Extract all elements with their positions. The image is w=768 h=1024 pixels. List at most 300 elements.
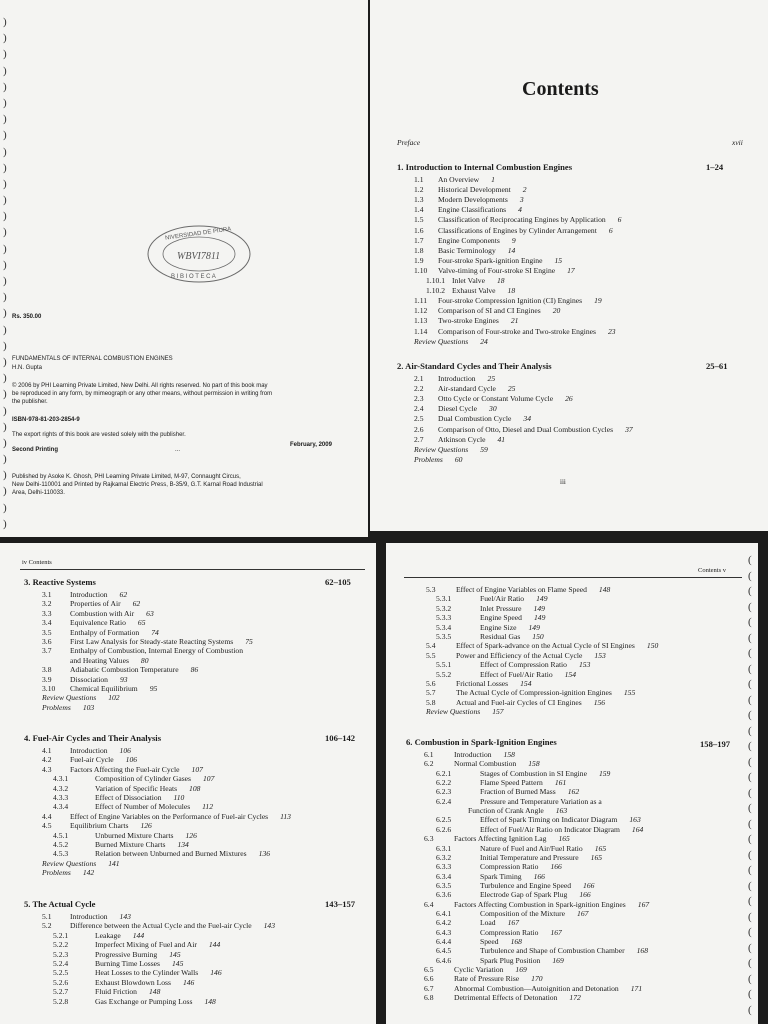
entry-number: 5.2.6 xyxy=(53,977,69,987)
entry-title: Review Questions xyxy=(414,336,469,346)
entry-title: Problems xyxy=(414,454,443,464)
entry-page: 158 xyxy=(528,759,540,769)
toc-entry xyxy=(414,327,616,336)
entry-number: 1.12 xyxy=(414,306,428,316)
toc-entry xyxy=(414,374,495,383)
toc-entry xyxy=(53,978,194,987)
entry-page: 37 xyxy=(625,424,633,434)
entry-number: 5.3.4 xyxy=(436,622,452,632)
entry-title: First Law Analysis for Steady-state Reacting Systems xyxy=(70,637,234,646)
toc-entry xyxy=(426,707,504,716)
entry-title: Fuel/Air Ratio xyxy=(480,594,525,604)
entry-number: 6.3.6 xyxy=(436,890,452,900)
toc-entry xyxy=(436,660,590,669)
entry-number: 6.4.5 xyxy=(436,946,452,956)
entry-title: Review Questions xyxy=(42,858,97,868)
entry-number: 4.1 xyxy=(42,746,52,755)
toc-entry xyxy=(42,912,131,921)
entry-number: 1.9 xyxy=(414,255,424,265)
entry-page: 103 xyxy=(82,702,95,712)
entry-title: Flame Speed Pattern xyxy=(480,778,543,788)
entry-title: Power and Efficiency of the Actual Cycle xyxy=(456,650,583,660)
toc-entry xyxy=(436,613,545,622)
toc-entry xyxy=(414,296,602,305)
entry-page: 112 xyxy=(202,802,213,812)
entry-number: 5.5 xyxy=(426,650,436,660)
entry-title: Composition of Cylinder Gases xyxy=(95,774,191,784)
entry-page: 166 xyxy=(533,871,545,881)
toc-entry xyxy=(53,997,216,1006)
entry-page: 93 xyxy=(119,674,128,684)
entry-page: 156 xyxy=(593,697,606,707)
entry-number: 1.10.1 xyxy=(426,276,445,285)
entry-title: Cyclic Variation xyxy=(454,965,504,975)
entry-title: Problems xyxy=(42,702,71,712)
entry-page: 2 xyxy=(522,185,527,195)
entry-title: Diesel Cycle xyxy=(438,404,478,414)
entry-number: 2.7 xyxy=(414,434,424,444)
entry-number: 1.11 xyxy=(414,296,428,306)
entry-number: 5.2.7 xyxy=(53,987,69,997)
entry-number: 6.2.5 xyxy=(436,815,452,825)
entry-number: 3.3 xyxy=(42,608,52,618)
toc-entry xyxy=(436,787,579,796)
entry-page: 75 xyxy=(245,637,253,646)
entry-page: 17 xyxy=(567,265,575,275)
entry-number: 3.7 xyxy=(42,646,52,656)
entry-number: 4.5.1 xyxy=(53,830,69,840)
toc-entry xyxy=(53,931,144,940)
entry-number: 3.6 xyxy=(42,637,52,646)
entry-page: 65 xyxy=(137,618,146,628)
entry-page: 19 xyxy=(594,296,602,306)
entry-page: 4 xyxy=(518,205,522,215)
toc-entry xyxy=(424,834,570,843)
entry-page: 153 xyxy=(578,660,591,670)
entry-title: Engine Classifications xyxy=(438,205,507,215)
entry-title: Air-standard Cycle xyxy=(438,384,496,394)
entry-page: 134 xyxy=(177,840,189,849)
entry-title: Four-stroke Compression Ignition (CI) Engines xyxy=(438,296,583,306)
entry-title: Progressive Burning xyxy=(95,949,158,959)
toc-entry xyxy=(42,599,140,608)
entry-number: 3.1 xyxy=(42,590,52,599)
entry-title: Spark Plug Position xyxy=(480,955,541,965)
entry-page: 155 xyxy=(623,688,636,698)
header-rule xyxy=(404,577,742,578)
toc-entry xyxy=(414,384,515,393)
entry-number: 1.4 xyxy=(414,205,424,215)
entry-page: 110 xyxy=(173,793,185,802)
entry-title: Enthalpy of Formation xyxy=(70,627,140,637)
entry-number: 1.8 xyxy=(414,245,424,255)
chapter-range: 106–142 xyxy=(325,733,356,743)
entry-title: Problems xyxy=(42,868,71,878)
stamp-text-top: NIVERSIDAD DE PIURA xyxy=(164,226,232,242)
preface-page: xvii xyxy=(732,138,743,147)
toc-entry xyxy=(426,688,635,697)
toc-entry xyxy=(42,765,203,774)
entry-number: 6.2.2 xyxy=(436,778,452,788)
entry-number: 1.7 xyxy=(414,235,424,245)
entry-page: 148 xyxy=(598,585,611,594)
entry-title: Engine Size xyxy=(480,622,517,632)
entry-page: 18 xyxy=(496,276,505,285)
toc-entry xyxy=(53,950,181,959)
toc-entry xyxy=(426,286,515,295)
toc-entry xyxy=(414,185,527,194)
toc-entry xyxy=(42,859,120,868)
toc-entry xyxy=(424,974,543,983)
entry-page: 30 xyxy=(489,404,497,414)
entry-number: 1.2 xyxy=(414,185,424,195)
entry-page: 150 xyxy=(532,632,544,641)
copyright-line-3: the publisher. xyxy=(12,399,48,405)
entry-page: 15 xyxy=(554,255,563,265)
entry-title: Equivalence Ratio xyxy=(70,618,126,628)
toc-entry xyxy=(53,959,183,968)
entry-page: 149 xyxy=(533,603,545,613)
entry-number: 5.2.2 xyxy=(53,940,69,950)
entry-page: 154 xyxy=(564,669,577,679)
entry-number: 6.2.6 xyxy=(436,824,452,834)
entry-title: Imperfect Mixing of Fuel and Air xyxy=(95,940,197,950)
entry-title: Valve-timing of Four-stroke SI Engine xyxy=(438,265,556,275)
chapter-range: 143–157 xyxy=(325,899,356,909)
toc-entry xyxy=(42,675,128,684)
entry-number: 5.3.2 xyxy=(436,603,452,613)
entry-number: 5.3.3 xyxy=(436,613,452,623)
entry-page: 20 xyxy=(552,306,561,316)
entry-page: 95 xyxy=(149,684,158,693)
entry-title: Exhaust Valve xyxy=(452,286,496,296)
entry-title: Equilibrium Charts xyxy=(70,821,129,831)
toc-entry xyxy=(42,637,253,646)
entry-title: Enthalpy of Combustion, Internal Energy of Combustion xyxy=(70,646,244,656)
entry-page: 18 xyxy=(507,286,516,296)
entry-page: 6 xyxy=(617,215,622,225)
entry-number: 6.3.4 xyxy=(436,871,452,881)
entry-page: 74 xyxy=(151,627,159,637)
entry-number: 2.6 xyxy=(414,424,424,434)
entry-title: Classifications of Engines by Cylinder Arrangement xyxy=(438,225,597,235)
entry-number: 4.3.4 xyxy=(53,802,69,812)
entry-number: 3.4 xyxy=(42,618,52,628)
entry-number: 5.2.5 xyxy=(53,968,69,978)
entry-page: 14 xyxy=(507,245,516,255)
running-header: iv Contents xyxy=(22,559,52,566)
printing-sep: ... xyxy=(175,447,181,453)
entry-title: Factors Affecting Combustion in Spark-ignition Engines xyxy=(454,899,626,909)
entry-title: Abnormal Combustion—Autoignition and Detonation xyxy=(454,983,619,993)
entry-title: Variation of Specific Heats xyxy=(95,783,178,793)
toc-entry xyxy=(414,445,488,454)
toc-entry xyxy=(42,684,157,693)
entry-page: 144 xyxy=(132,930,145,940)
entry-page: 149 xyxy=(533,613,546,623)
preface-label: Preface xyxy=(397,138,421,147)
entry-number: 2.4 xyxy=(414,404,424,414)
library-stamp xyxy=(145,223,253,285)
entry-title: Exhaust Blowdown Loss xyxy=(95,977,171,987)
entry-number: 4.5 xyxy=(42,821,52,831)
toc-entry xyxy=(42,755,137,764)
toc-entry xyxy=(42,821,152,830)
toc-entry xyxy=(414,215,621,224)
publisher-line-1: Published by Asoke K. Ghosh, PHI Learning Private Limited, M-97, Connaught Circus, xyxy=(12,474,241,480)
entry-title: Turbulence and Shape of Combustion Chamber xyxy=(480,946,625,956)
entry-title: Burning Time Losses xyxy=(95,959,160,968)
entry-number: 4.3.3 xyxy=(53,793,69,802)
entry-title: Effect of Spark Timing on Indicator Diagram xyxy=(480,815,618,825)
author: H.N. Gupta xyxy=(12,365,43,371)
entry-title: Properties of Air xyxy=(70,599,121,609)
entry-number: 5.4 xyxy=(426,641,436,651)
entry-title: Normal Combustion xyxy=(454,759,517,769)
entry-page: 107 xyxy=(191,764,203,774)
entry-number: 6.4.4 xyxy=(436,937,452,946)
entry-title: Basic Terminology xyxy=(438,245,496,255)
stamp-text-bot: B I B I O T E C A xyxy=(171,274,216,280)
entry-number: 1.13 xyxy=(414,316,428,326)
entry-title: Fuel-air Cycle xyxy=(70,755,114,765)
entry-title: Dissociation xyxy=(70,674,108,684)
entry-page: 169 xyxy=(552,955,564,965)
toc-entry xyxy=(436,670,576,679)
entry-number: 6.1 xyxy=(424,750,434,759)
entry-number: 1.10 xyxy=(414,265,428,275)
toc-entry xyxy=(436,890,591,899)
toc-entry xyxy=(53,802,213,811)
entry-number: 3.8 xyxy=(42,665,52,675)
entry-page: 171 xyxy=(630,983,643,993)
toc-entry xyxy=(436,853,602,862)
entry-title: Four-stroke Spark-ignition Engine xyxy=(438,255,543,265)
toc-entry xyxy=(42,746,131,755)
entry-page: 166 xyxy=(550,862,562,872)
entry-page: 163 xyxy=(555,806,568,816)
entry-number: 6.2.3 xyxy=(436,787,452,797)
entry-page: 161 xyxy=(554,778,567,788)
entry-page: 163 xyxy=(629,815,641,825)
entry-title: Effect of Dissociation xyxy=(95,793,162,802)
entry-page: 144 xyxy=(208,940,221,950)
entry-number: 4.3.1 xyxy=(53,774,69,784)
entry-page: 62 xyxy=(119,590,128,599)
copyright-page xyxy=(0,0,368,537)
entry-page: 141 xyxy=(108,858,120,868)
toc-entry xyxy=(42,812,291,821)
entry-number: 5.5.1 xyxy=(436,660,452,670)
header-rule xyxy=(20,569,365,570)
entry-page: 172 xyxy=(569,993,581,1003)
entry-title: Introduction xyxy=(70,590,108,599)
toc-entry xyxy=(426,651,606,660)
entry-page: 158 xyxy=(503,750,515,759)
toc-entry xyxy=(53,968,222,977)
entry-number: 4.4 xyxy=(42,811,52,821)
entry-number: 3.2 xyxy=(42,599,52,609)
entry-title: Inlet Valve xyxy=(452,276,485,285)
toc-entry xyxy=(414,425,633,434)
entry-number: 6.7 xyxy=(424,983,434,993)
entry-number: 6.3.1 xyxy=(436,843,452,853)
entry-page: 143 xyxy=(263,921,276,931)
entry-page: 167 xyxy=(637,899,650,909)
contents-page-v xyxy=(386,543,758,1024)
entry-title: Load xyxy=(480,918,496,928)
entry-number: 1.5 xyxy=(414,215,424,225)
entry-title: Unburned Mixture Charts xyxy=(95,830,174,840)
entry-title: Frictional Losses xyxy=(456,679,509,688)
entry-page: 23 xyxy=(608,326,616,336)
entry-number: 5.2 xyxy=(42,921,52,931)
entry-page: 153 xyxy=(594,650,606,660)
entry-page: 145 xyxy=(169,949,181,959)
entry-page: 142 xyxy=(82,868,95,878)
toc-entry xyxy=(436,909,588,918)
publisher-line-2: New Delhi-110001 and Printed by Rajkamal Electric Press, B-35/9, G.T. Karnal Road Industrial xyxy=(12,482,263,488)
entry-title: Comparison of SI and CI Engines xyxy=(438,306,541,316)
entry-title: Actual and Fuel-air Cycles of CI Engines xyxy=(456,697,582,707)
entry-title: Relation between Unburned and Burned Mixtures xyxy=(95,849,247,859)
entry-page: 106 xyxy=(125,755,138,765)
entry-title: Introduction xyxy=(70,912,108,921)
entry-page: 107 xyxy=(202,774,215,784)
toc-entry xyxy=(426,698,605,707)
entry-page: 80 xyxy=(140,655,149,665)
toc-entry xyxy=(53,831,197,840)
entry-page: 164 xyxy=(631,824,644,834)
entry-number: 2.5 xyxy=(414,414,424,424)
entry-title: Effect of Number of Molecules xyxy=(95,802,191,812)
entry-title: Two-stroke Engines xyxy=(438,316,499,326)
toc-entry xyxy=(42,656,149,665)
toc-entry xyxy=(414,205,522,214)
entry-page: 148 xyxy=(204,996,216,1006)
entry-page: 159 xyxy=(598,768,611,778)
toc-entry xyxy=(414,175,495,184)
entry-number: 4.5.2 xyxy=(53,840,69,849)
entry-title: Effect of Fuel/Air Ratio xyxy=(480,669,553,679)
entry-number: 4.3 xyxy=(42,764,52,774)
entry-page: 157 xyxy=(492,707,504,717)
toc-entry xyxy=(42,693,120,702)
toc-entry xyxy=(436,604,545,613)
toc-entry xyxy=(436,769,610,778)
entry-number: 1.14 xyxy=(414,326,428,336)
entry-number: 6.4 xyxy=(424,899,434,909)
entry-page: 62 xyxy=(132,599,141,609)
entry-title: Gas Exchange or Pumping Loss xyxy=(95,996,193,1006)
entry-title: Nature of Fuel and Air/Fuel Ratio xyxy=(480,843,583,853)
entry-title: Compression Ratio xyxy=(480,927,539,937)
entry-title: Turbulence and Engine Speed xyxy=(480,880,572,890)
entry-number: 1.1 xyxy=(414,175,424,184)
toc-entry xyxy=(436,815,641,824)
entry-page: 146 xyxy=(182,977,195,987)
entry-page: 154 xyxy=(520,679,532,688)
entry-title: Chemical Equilibrium xyxy=(70,684,138,693)
entry-title: Function of Crank Angle xyxy=(468,806,544,816)
entry-number: 3.10 xyxy=(42,684,56,693)
toc-entry xyxy=(53,774,214,783)
entry-title: Initial Temperature and Pressure xyxy=(480,852,579,862)
toc-entry xyxy=(42,646,243,655)
chapter-title: 3. Reactive Systems xyxy=(24,577,96,587)
toc-entry xyxy=(436,881,594,890)
entry-page: 6 xyxy=(608,225,613,235)
entry-page: 167 xyxy=(550,927,562,937)
entry-number: 6.2.4 xyxy=(436,796,452,806)
toc-entry xyxy=(53,840,189,849)
entry-title: Historical Development xyxy=(438,185,511,195)
entry-page: 150 xyxy=(646,641,659,651)
entry-page: 34 xyxy=(523,414,531,424)
entry-title: Effect of Engine Variables on Flame Speed xyxy=(456,585,587,594)
toc-entry xyxy=(436,956,564,965)
entry-number: 3.5 xyxy=(42,627,52,637)
chapter-range: 62–105 xyxy=(325,577,351,587)
entry-title: Detrimental Effects of Detonation xyxy=(454,993,558,1003)
toc-entry xyxy=(42,609,154,618)
page-number: iii xyxy=(560,478,566,486)
entry-title: Review Questions xyxy=(414,444,469,454)
entry-number: 5.2.8 xyxy=(53,996,69,1006)
entry-title: Dual Combustion Cycle xyxy=(438,414,512,424)
book-title: FUNDAMENTALS OF INTERNAL COMBUSTION ENGINES xyxy=(12,356,173,362)
entry-page: 145 xyxy=(171,959,184,968)
entry-title: Engine Components xyxy=(438,235,500,245)
entry-number: 5.1 xyxy=(42,912,52,921)
entry-page: 21 xyxy=(510,316,519,326)
entry-number: 1.3 xyxy=(414,195,424,205)
entry-page: 106 xyxy=(119,746,131,755)
entry-number: 1.6 xyxy=(414,225,424,235)
entry-title: Effect of Spark-advance on the Actual Cycle of SI Engines xyxy=(456,641,635,651)
toc-entry xyxy=(42,868,94,877)
entry-title: Fraction of Burned Mass xyxy=(480,787,556,797)
entry-title: Composition of the Mixture xyxy=(480,908,566,918)
chapter-title: 6. Combustion in Spark-Ignition Engines xyxy=(406,737,557,747)
entry-title: Otto Cycle or Constant Volume Cycle xyxy=(438,394,554,404)
entry-page: 166 xyxy=(583,880,595,890)
entry-title: Comparison of Otto, Diesel and Dual Combustion Cycles xyxy=(438,424,614,434)
entry-number: 2.3 xyxy=(414,394,424,404)
entry-number: 4.2 xyxy=(42,755,52,765)
entry-number: 4.3.2 xyxy=(53,783,69,793)
toc-entry xyxy=(436,862,562,871)
toc-entry xyxy=(53,793,184,802)
entry-title: Rate of Pressure Rise xyxy=(454,974,520,984)
entry-page: 149 xyxy=(536,594,548,604)
toc-entry xyxy=(436,928,562,937)
entry-title: Introduction xyxy=(454,750,492,759)
entry-title: and Heating Values xyxy=(70,655,129,665)
entry-number: 6.4.6 xyxy=(436,955,452,965)
toc-entry xyxy=(42,590,127,599)
toc-entry xyxy=(414,256,562,265)
entry-number: 6.3.3 xyxy=(436,862,452,872)
toc-entry xyxy=(42,921,275,930)
entry-title: Electrode Gap of Spark Plug xyxy=(480,890,568,900)
entry-title: Difference between the Actual Cycle and the Fuel-air Cycle xyxy=(70,921,252,931)
entry-page: 26 xyxy=(565,394,573,404)
toc-entry xyxy=(414,414,531,423)
entry-page: 162 xyxy=(567,787,580,797)
entry-number: 6.4.1 xyxy=(436,908,452,918)
entry-number: 6.5 xyxy=(424,965,434,975)
